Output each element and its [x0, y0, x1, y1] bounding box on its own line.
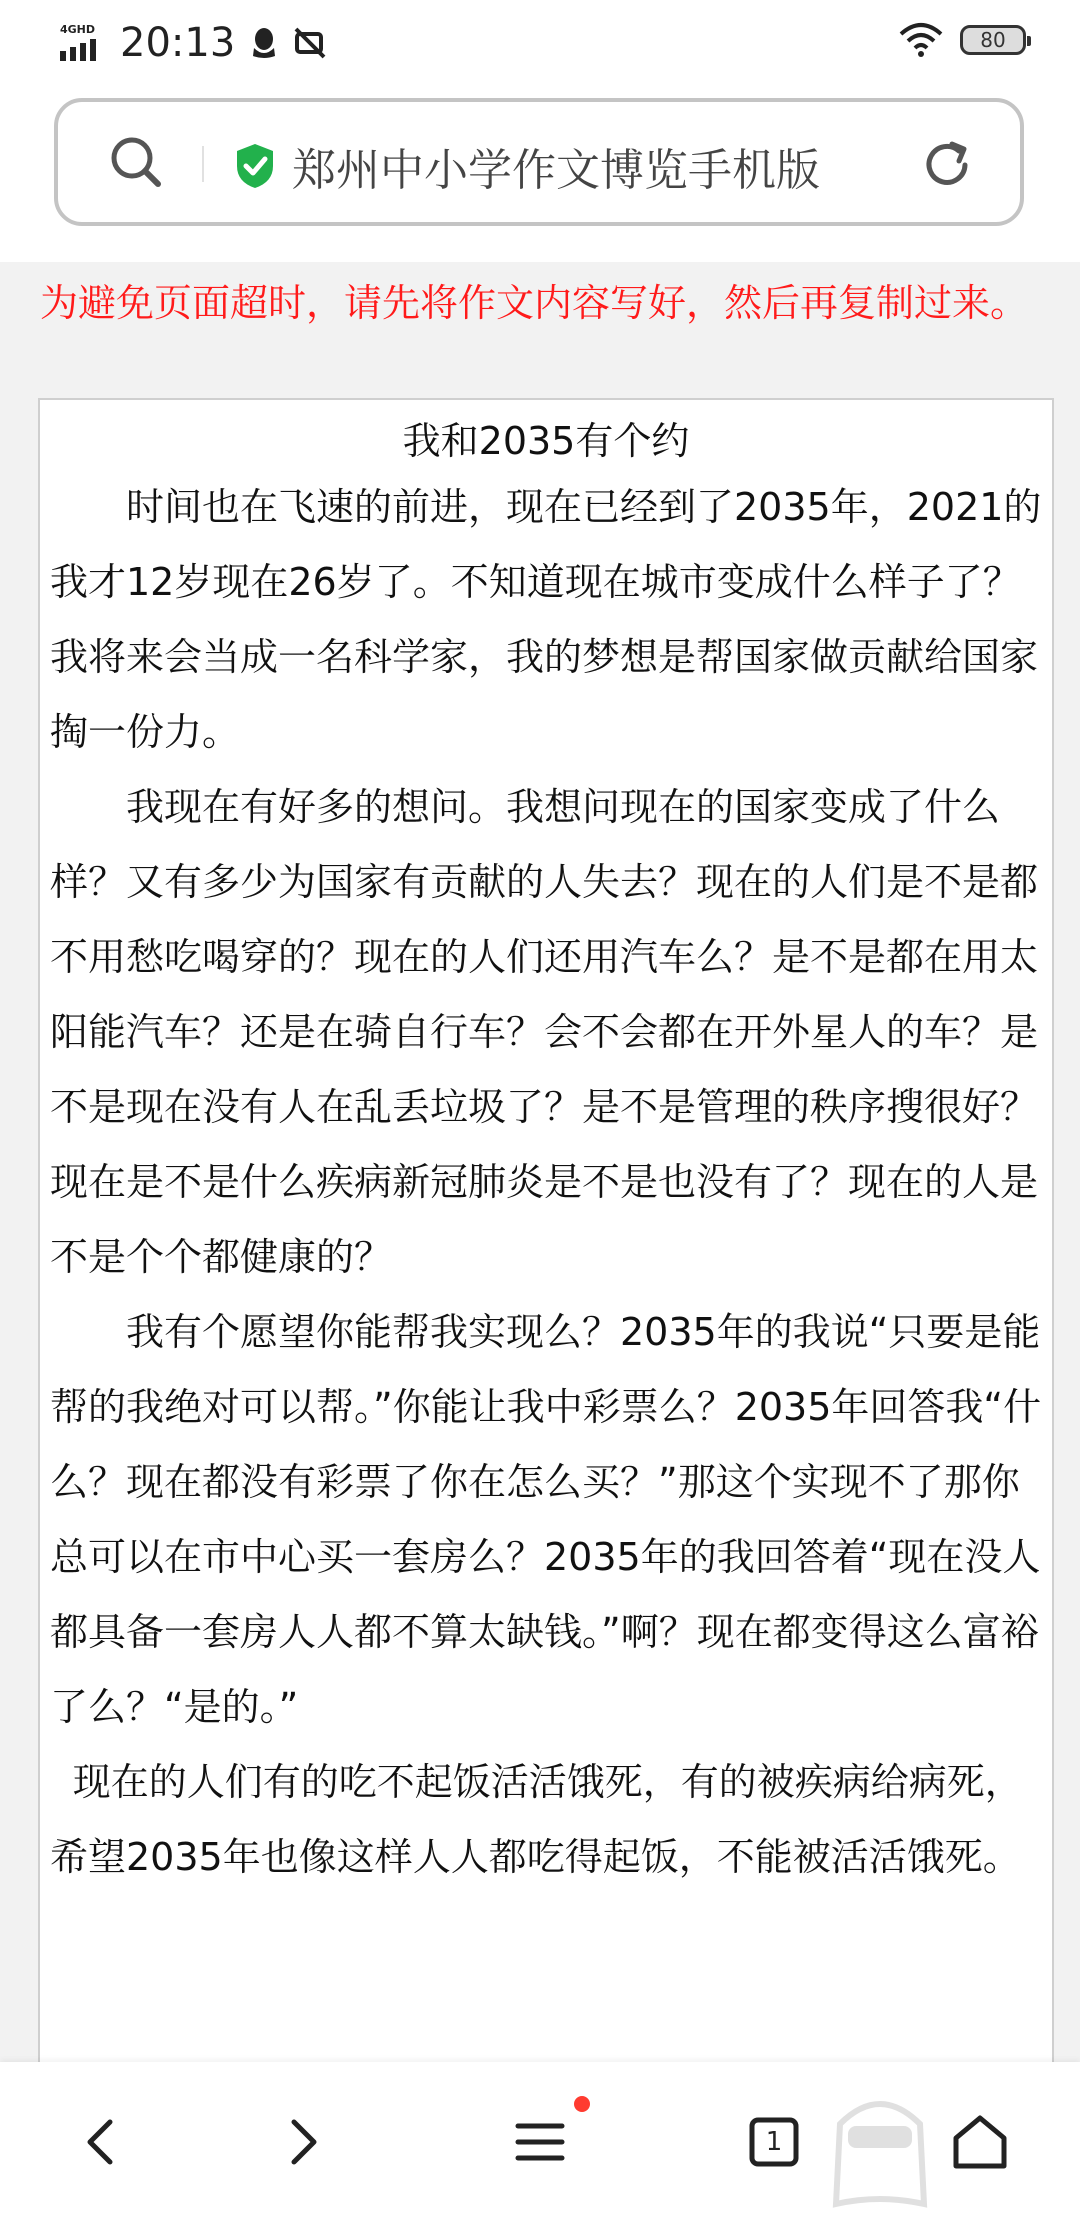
address-divider [202, 146, 204, 182]
secure-shield-icon [233, 142, 277, 190]
status-right [898, 22, 1026, 58]
essay-textarea[interactable] [38, 398, 1054, 2118]
menu-icon[interactable] [504, 2106, 576, 2178]
status-bar [0, 0, 1080, 84]
reload-icon[interactable] [918, 136, 976, 194]
network-label: 4GHD [60, 23, 96, 36]
mascot-watermark-icon [820, 2084, 940, 2214]
notification-dot [574, 2096, 590, 2112]
tab-count: 1 [765, 2127, 783, 2157]
tabs-button[interactable] [738, 2106, 810, 2178]
address-bar[interactable] [54, 98, 1024, 226]
site-title[interactable]: 郑州中小学作文博览手机版 [292, 145, 820, 196]
content-area [0, 262, 1080, 2062]
essay-paragraph: 现在的人们有的吃不起饭活活饿死，有的被疾病给病死，希望2035年也像这样人人都吃得起饭，不能被活活饿死。 [50, 1760, 1023, 1879]
essay-paragraph: 我现在有好多的想问。我想问现在的国家变成了什么样？又有多少为国家有贡献的人失去？现在的人们是不是都不用愁吃喝穿的？现在的人们还用汽车么？是不是都在用太阳能汽车？还是在骑自行车？会不会都在开外星人的车？是不是现在没有人在乱丢垃圾了？是不是管理的秩序搜很好？现在是不是什么疾病新冠肺炎是不是也没有了？现在的人是不是个个都健康的？ [50, 785, 1039, 1279]
back-icon[interactable] [66, 2106, 138, 2178]
essay-title: 我和2035有个约 [402, 419, 690, 463]
essay-paragraph: 我有个愿望你能帮我实现么？2035年的我说“只要是能帮的我绝对可以帮。”你能让我中彩票么？2035年回答我“什么？现在都没有彩票了你在怎么买？”那这个实现不了那你总可以在市中心买一套房么？2035年的我回答着“现在没人都具备一套房人人都不算太缺钱。”啊？现在都变得这么富裕了么？“是的。” [50, 1310, 1042, 1729]
home-icon[interactable] [944, 2106, 1016, 2178]
battery-icon [960, 25, 1026, 55]
status-time: 20:13 [120, 20, 236, 66]
essay-paragraph: 时间也在飞速的前进，现在已经到了2035年，2021的我才12岁现在26岁了。不知道现在城市变成什么样子了？我将来会当成一名科学家，我的梦想是帮国家做贡献给国家掏一份力。 [50, 485, 1042, 754]
signal-icon [58, 23, 106, 63]
search-icon[interactable] [106, 132, 166, 192]
essay-body [50, 470, 1046, 1895]
qq-icon [249, 26, 279, 60]
status-left [58, 20, 327, 66]
screenshot-icon [293, 26, 327, 60]
battery-level: 80 [980, 28, 1006, 52]
forward-icon[interactable] [266, 2106, 338, 2178]
wifi-icon [898, 22, 944, 58]
timeout-warning: 为避免页面超时，请先将作文内容写好，然后再复制过来。 [40, 281, 1029, 325]
